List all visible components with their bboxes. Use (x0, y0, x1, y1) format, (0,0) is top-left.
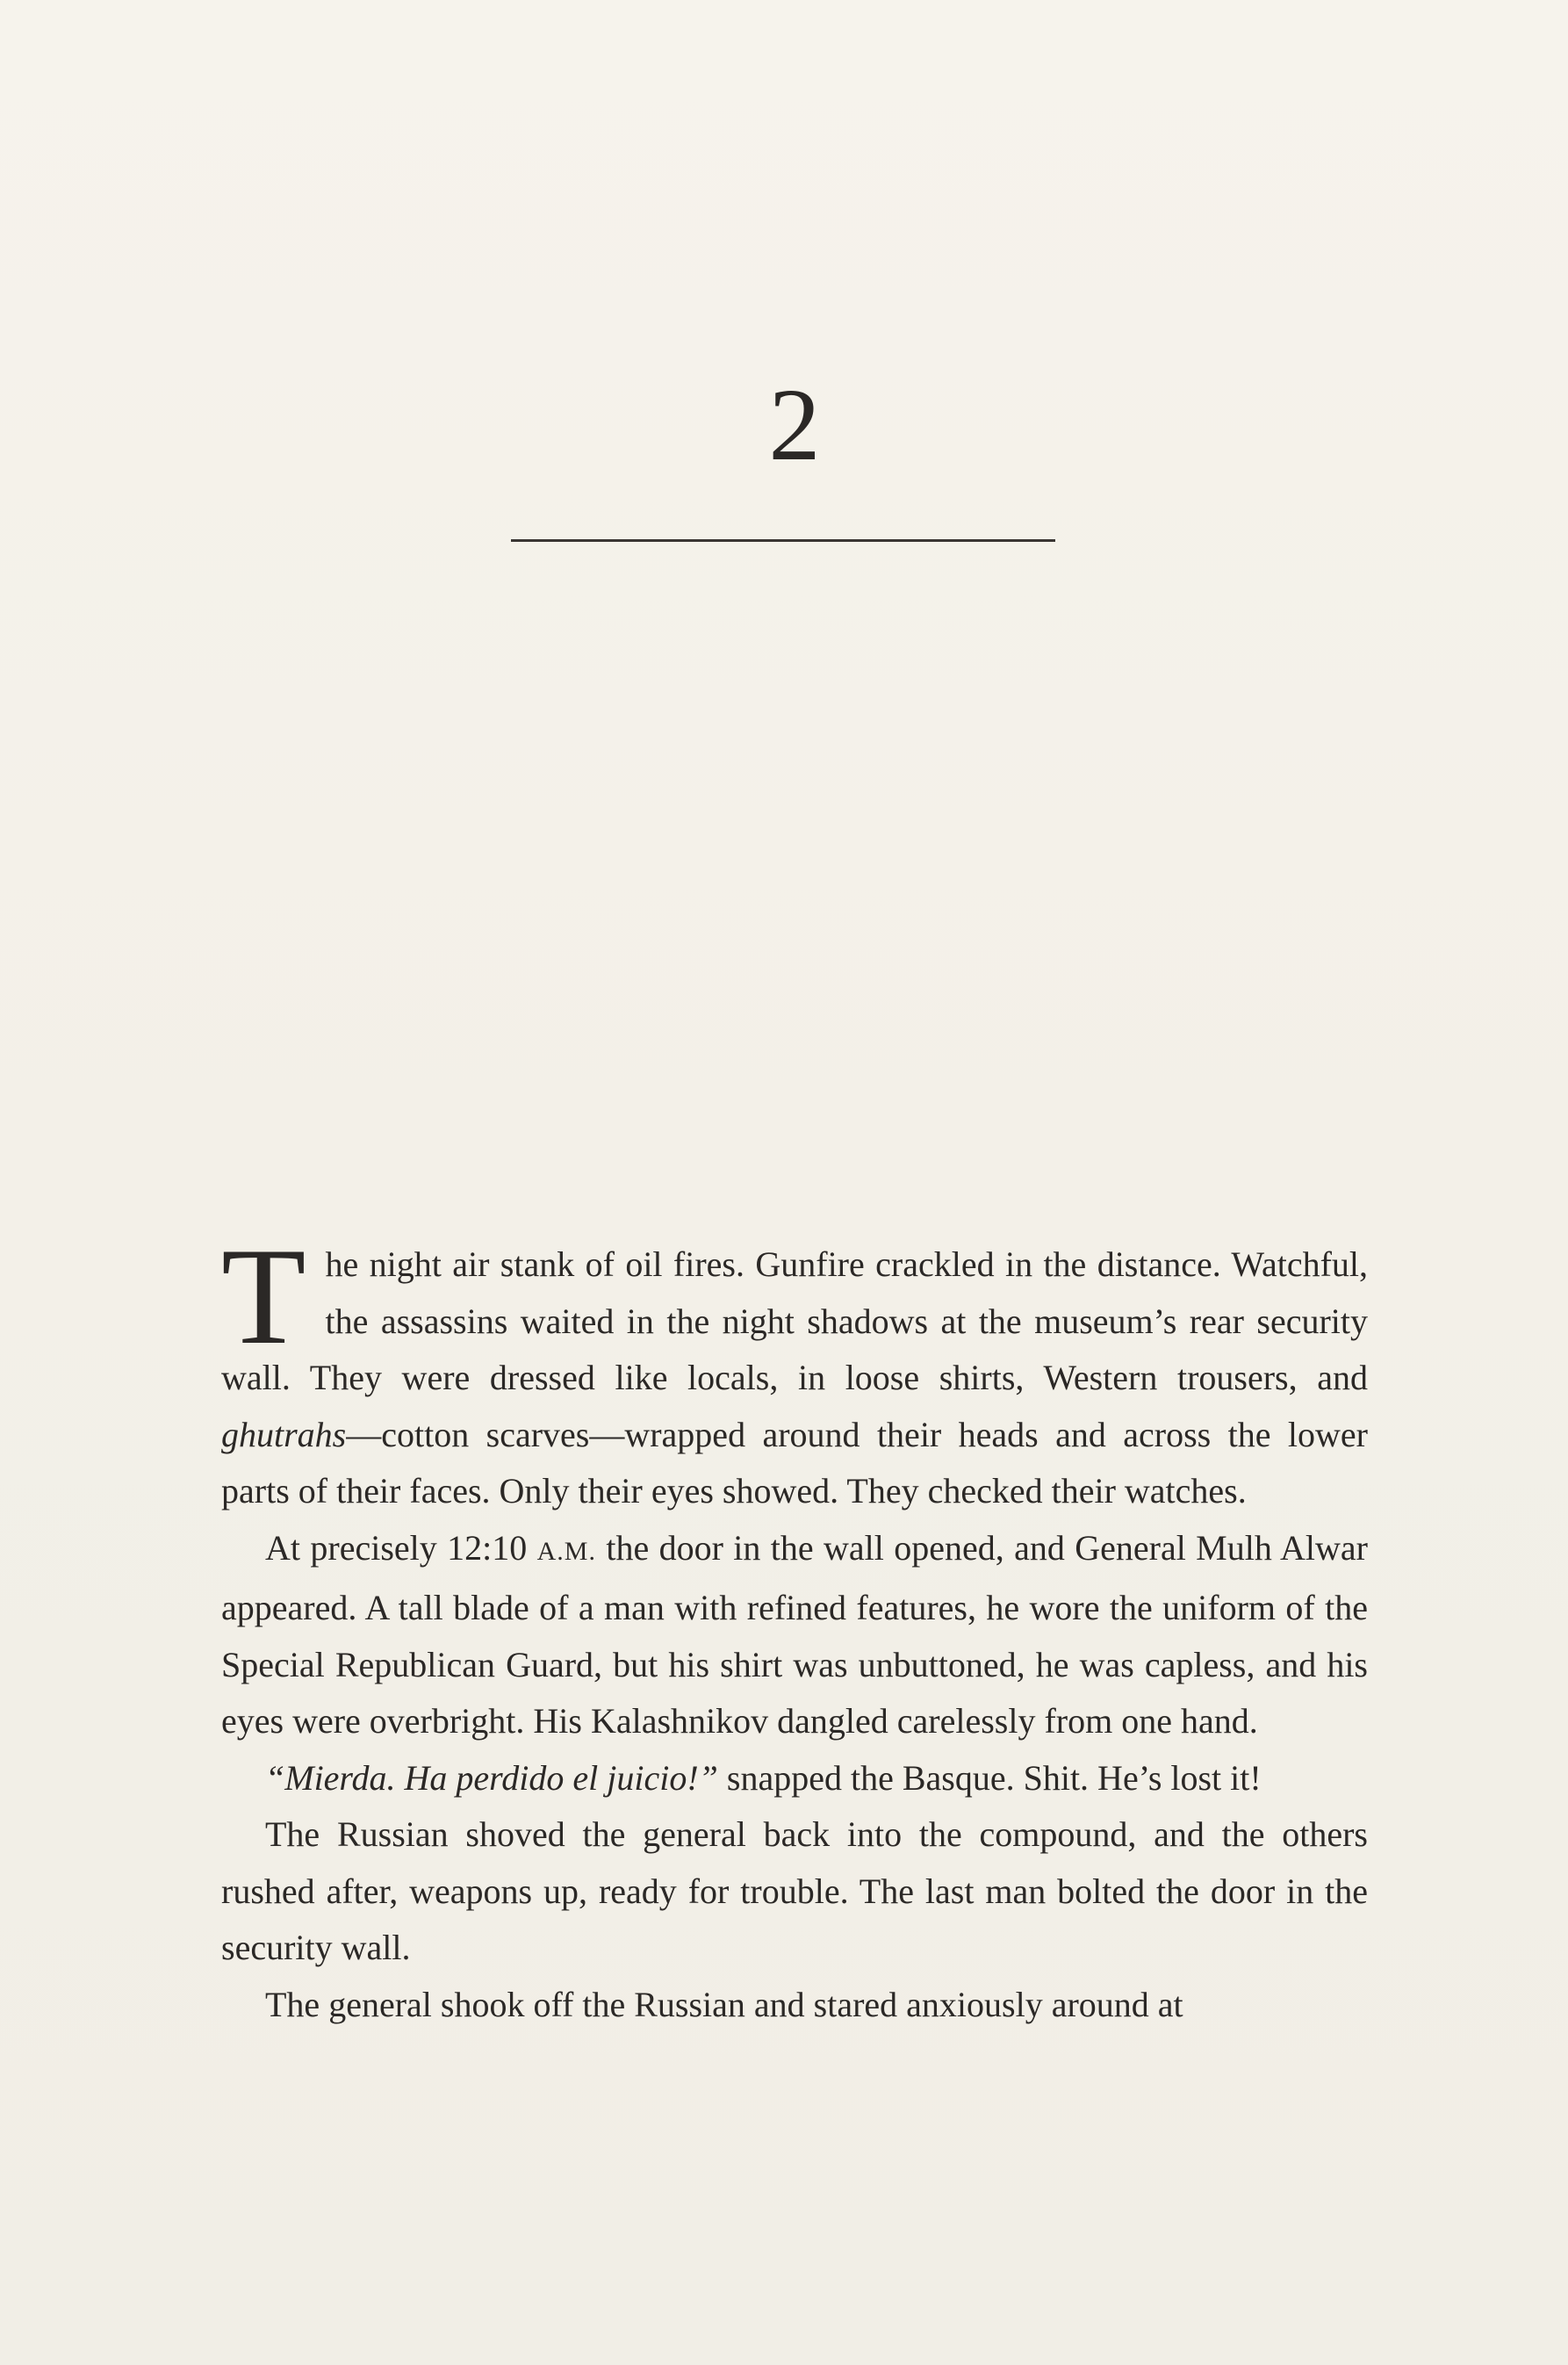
time-abbreviation: A.M. (536, 1536, 596, 1566)
text-run: The general shook off the Russian and stared anxiously around at (265, 1984, 1183, 2024)
text-run: he night air stank of oil fires. Gunfire crackled in the distance. Watchful, the assassins waited in the night shadows at the museum’s rear security wall. They were dressed like locals, in loose shirts, Western trousers, and (221, 1244, 1368, 1397)
paragraph (221, 1220, 1368, 1520)
italic-quote: “Mierda. Ha perdido el juicio!” (265, 1757, 718, 1798)
text-run: At precisely 12:10 (265, 1527, 537, 1568)
drop-cap: T (221, 1220, 306, 1374)
italic-term: ghutrahs (221, 1414, 347, 1454)
paragraph (221, 1806, 1368, 1977)
body-text (221, 1220, 1368, 2033)
paragraph (221, 1750, 1368, 1807)
text-run: snapped the Basque. Shit. He’s lost it! (717, 1757, 1262, 1798)
text-run: The Russian shoved the general back into the compound, and the others rushed after, weapons up, ready for trouble. The last man bolted the door in the security wall. (221, 1814, 1368, 1967)
paragraph (221, 1520, 1368, 1750)
chapter-divider (511, 539, 1055, 542)
text-run: —cotton scarves—wrapped around their heads and across the lower parts of their faces. Only their eyes showed. They checked their watches. (221, 1414, 1368, 1511)
chapter-number: 2 (768, 367, 821, 482)
text-run: the door in the wall opened, and General Mulh Alwar appeared. A tall blade of a man with refined features, he wore the uniform of the Special Republican Guard, but his shirt was unbuttoned, he was capless, and his eyes were overbright. His Kalashnikov dangled carelessly from one hand. (221, 1527, 1368, 1741)
paragraph (221, 1977, 1368, 2034)
